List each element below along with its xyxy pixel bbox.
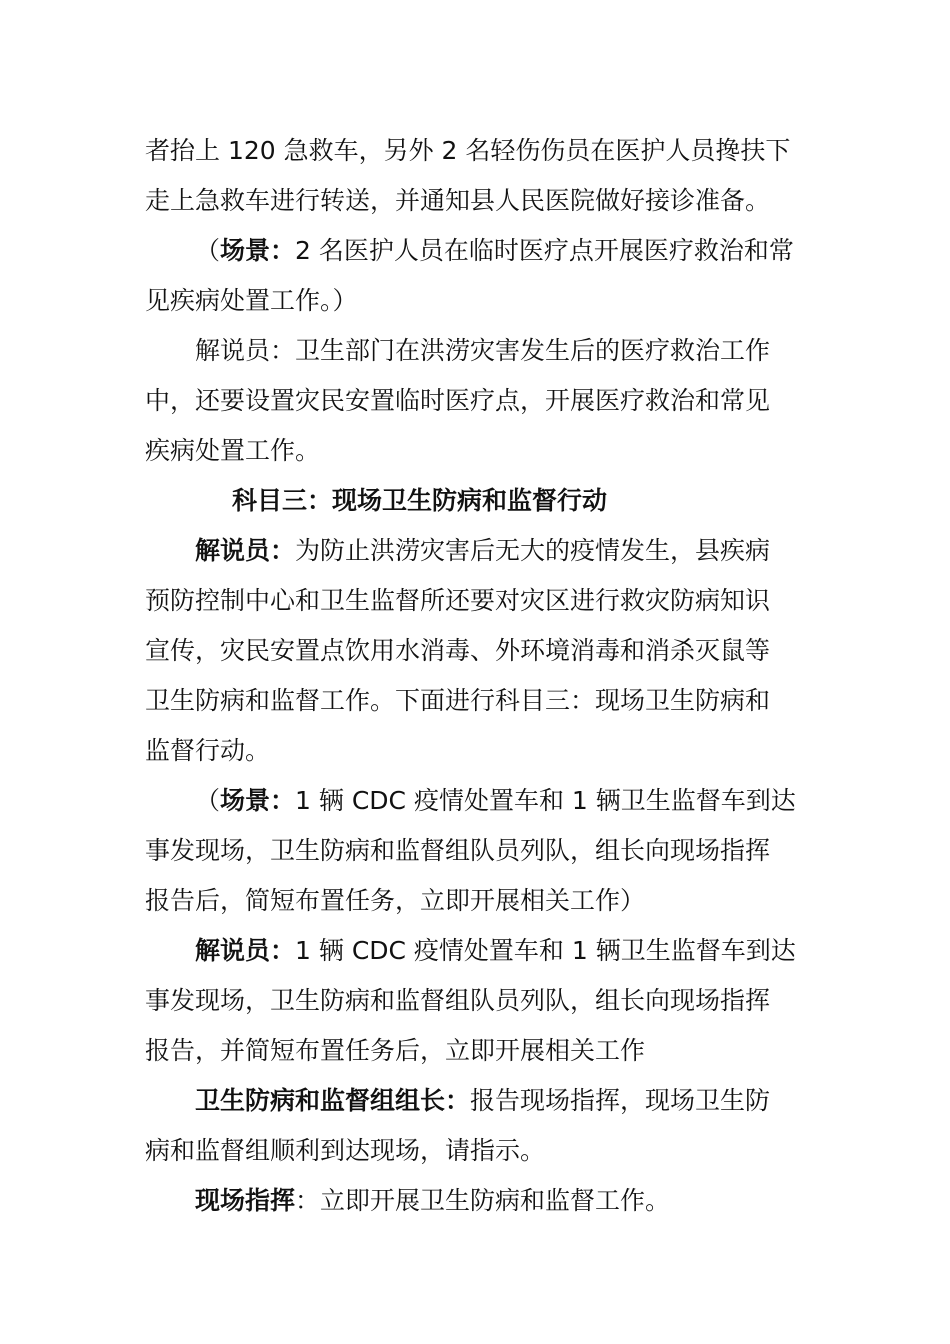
paragraph-line xyxy=(145,426,810,476)
line-text: 卫生防病和监督工作。下面进行科目三：现场卫生防病和 xyxy=(145,686,771,715)
speaker-label: 解说员： xyxy=(195,536,296,565)
paragraph-line xyxy=(145,126,810,176)
heading-text: 科目三：现场卫生防病和监督行动 xyxy=(232,486,608,515)
scene-line xyxy=(195,226,860,276)
line-text: 2 名医护人员在临时医疗点开展医疗救治和常 xyxy=(295,236,794,265)
paragraph-line xyxy=(145,1126,810,1176)
narrator-line xyxy=(195,526,860,576)
line-text: 中，还要设置灾民安置临时医疗点，开展医疗救治和常见 xyxy=(145,386,771,415)
scene-line xyxy=(195,776,860,826)
line-text: 病和监督组顺利到达现场，请指示。 xyxy=(145,1136,546,1165)
line-text: 事发现场，卫生防病和监督组队员列队，组长向现场指挥 xyxy=(145,986,771,1015)
line-text: 报告后，简短布置任务，立即开展相关工作） xyxy=(145,886,646,915)
paragraph-line xyxy=(145,626,810,676)
paragraph-line xyxy=(145,726,810,776)
paragraph-line xyxy=(145,376,810,426)
line-text: 预防控制中心和卫生监督所还要对灾区进行救灾防病知识 xyxy=(145,586,771,615)
speaker-label: 解说员： xyxy=(195,936,296,965)
paragraph-line xyxy=(145,576,810,626)
narrator-line xyxy=(195,926,860,976)
line-text: 走上急救车进行转送，并通知县人民医院做好接诊准备。 xyxy=(145,186,771,215)
scene-label: 场景： xyxy=(220,236,296,265)
line-text: 事发现场，卫生防病和监督组队员列队，组长向现场指挥 xyxy=(145,836,771,865)
paragraph-line xyxy=(145,676,810,726)
speaker-label: 现场指挥 xyxy=(195,1186,296,1215)
paragraph-line xyxy=(145,826,810,876)
scene-label: 场景： xyxy=(220,786,296,815)
paragraph-line xyxy=(145,276,810,326)
open-paren: （ xyxy=(195,786,221,815)
open-paren: （ xyxy=(195,236,221,265)
line-text: 监督行动。 xyxy=(145,736,271,765)
line-text: 疾病处置工作。 xyxy=(145,436,321,465)
paragraph-line xyxy=(145,176,810,226)
line-text: 解说员：卫生部门在洪涝灾害发生后的医疗救治工作 xyxy=(195,336,771,365)
line-text: ：立即开展卫生防病和监督工作。 xyxy=(295,1186,671,1215)
line-text: 宣传，灾民安置点饮用水消毒、外环境消毒和消杀灭鼠等 xyxy=(145,636,771,665)
line-text: 为防止洪涝灾害后无大的疫情发生，县疾病 xyxy=(295,536,771,565)
line-text: 者抬上 120 急救车，另外 2 名轻伤伤员在医护人员搀扶下 xyxy=(145,136,791,165)
line-text: 1 辆 CDC 疫情处置车和 1 辆卫生监督车到达 xyxy=(295,936,796,965)
paragraph-line xyxy=(145,876,810,926)
paragraph-line xyxy=(145,976,810,1026)
speaker-label: 卫生防病和监督组组长： xyxy=(195,1086,471,1115)
team-leader-line xyxy=(195,1076,860,1126)
section-heading xyxy=(232,476,897,526)
line-text: 见疾病处置工作。） xyxy=(145,286,358,315)
paragraph-line xyxy=(145,1026,810,1076)
line-text: 报告现场指挥，现场卫生防 xyxy=(470,1086,771,1115)
line-text: 报告，并简短布置任务后，立即开展相关工作 xyxy=(145,1036,646,1065)
commander-line xyxy=(195,1176,860,1226)
paragraph-line xyxy=(195,326,860,376)
line-text: 1 辆 CDC 疫情处置车和 1 辆卫生监督车到达 xyxy=(295,786,796,815)
